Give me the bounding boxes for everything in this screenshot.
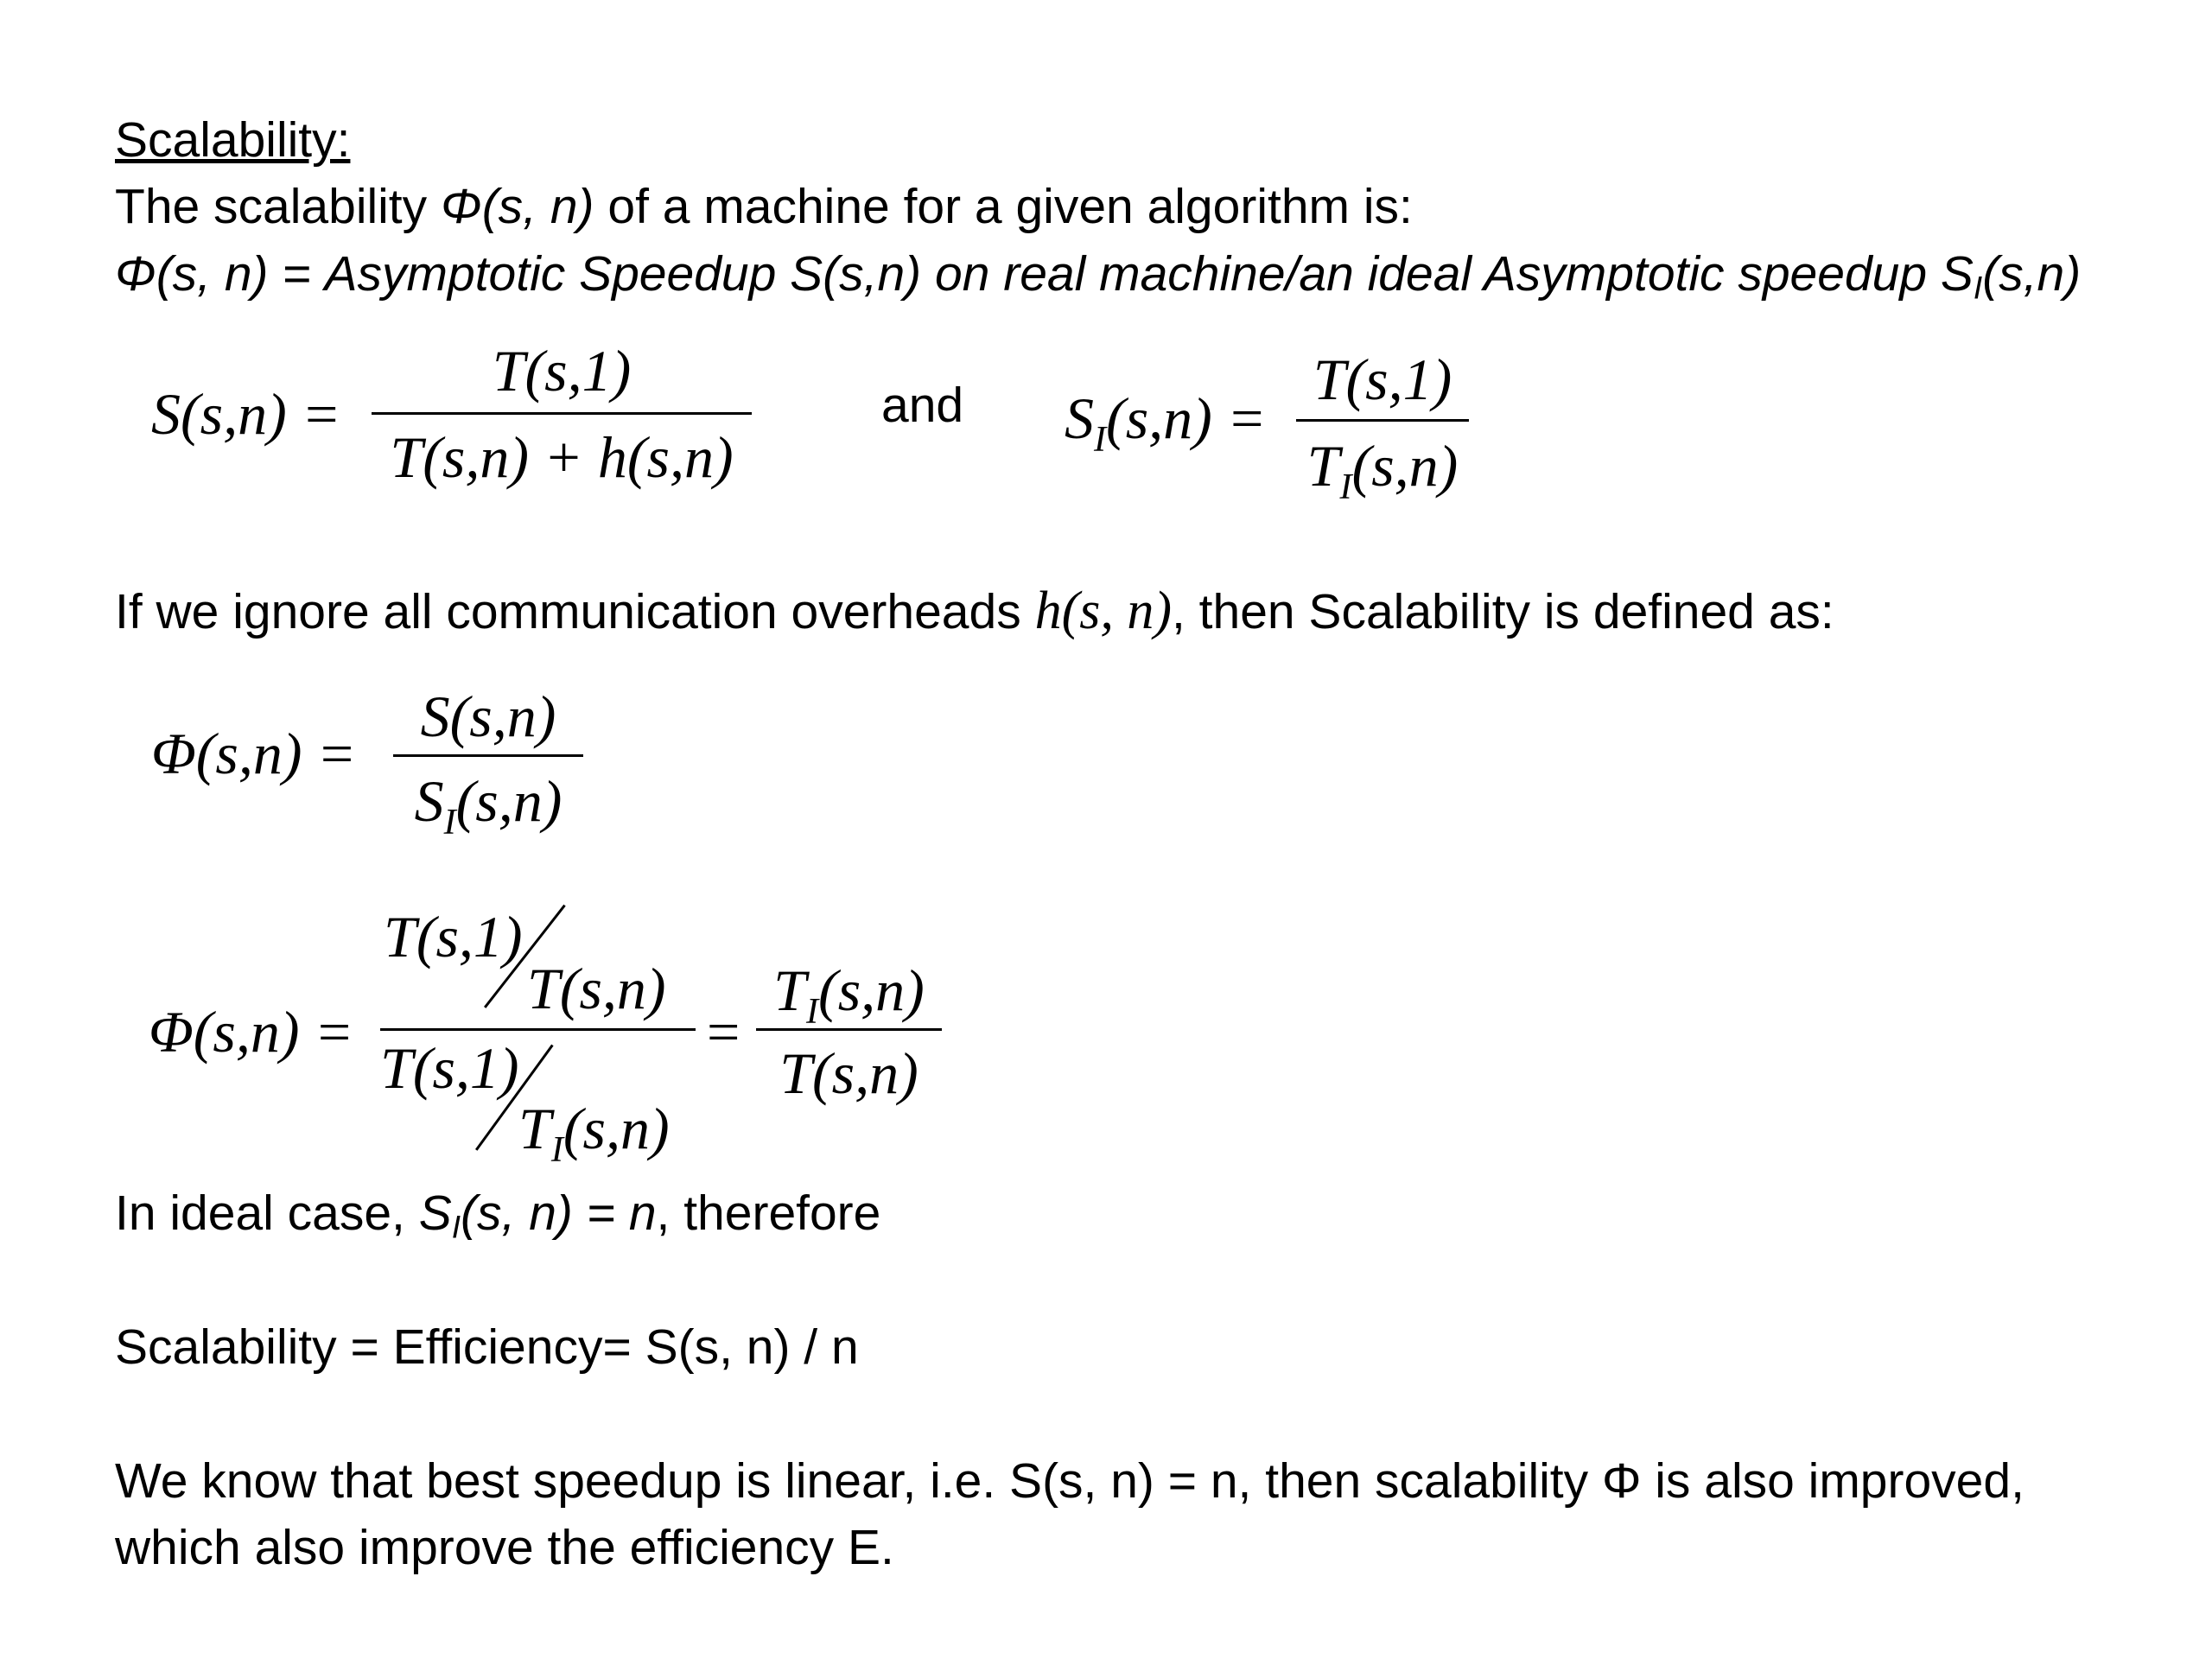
definition-tail: (s,n) xyxy=(1982,246,2082,302)
bottom-denominator: $T_I(s,n)$ xyxy=(518,1096,670,1170)
efficiency-line: Scalability = Efficiency= S(s, n) / n xyxy=(115,1319,859,1375)
compound-equation-lhs: Φ(s,n) = xyxy=(149,999,354,1065)
scalability-numerator: S(s,n) xyxy=(420,683,556,749)
definition-line xyxy=(115,245,2082,306)
ideal-numerator: T(s,1) xyxy=(1313,346,1452,412)
speedup-numerator: T(s,1) xyxy=(492,338,632,404)
equals-sign: = xyxy=(707,999,741,1065)
conclusion-line-2: which also improve the efficiency E. xyxy=(115,1520,894,1575)
result-fraction xyxy=(756,957,942,1108)
main-fraction-bar xyxy=(380,1028,696,1031)
bottom-numerator: T(s,1) xyxy=(380,1035,519,1101)
ideal-speedup-lhs: $S_I(s,n)$ = xyxy=(1065,385,1267,460)
top-denominator: T(s,n) xyxy=(527,956,666,1021)
result-denominator: T(s,n) xyxy=(779,1040,918,1106)
definition-subscript: I xyxy=(1973,269,1983,306)
fraction-bar xyxy=(372,412,752,415)
scalability-denominator: $S_I(s,n)$ xyxy=(414,768,563,842)
scalability-fraction xyxy=(393,683,583,842)
definition-text: Φ(s, n) = Asymptotic Speedup S(s,n) on real machine/an ideal Asymptotic speedup S xyxy=(115,246,1974,302)
intro-line xyxy=(115,177,1413,236)
page-title: Scalability: xyxy=(115,112,351,168)
intro-text: The scalability xyxy=(115,179,441,234)
phi-symbol: Φ(s, n) xyxy=(441,179,594,234)
fraction-bar xyxy=(1296,419,1469,422)
compound-fraction xyxy=(380,904,700,1170)
speedup-fraction xyxy=(372,338,752,490)
overhead-symbol: h(s, n) xyxy=(1034,582,1172,640)
conclusion-line-1: We know that best speedup is linear, i.e. S(s, n) = n, then scalability Φ is also improved, xyxy=(115,1453,2024,1509)
scalability-equation-lhs: Φ(s,n) = xyxy=(151,721,357,786)
speedup-denominator: T(s,n) + h(s,n) xyxy=(390,424,734,490)
ideal-denominator: $T_I(s,n)$ xyxy=(1306,433,1459,507)
fraction-bar xyxy=(756,1028,942,1031)
ideal-case-line: In ideal case, $S_I(s$, n) = n, therefore xyxy=(115,1185,881,1245)
and-word: and xyxy=(881,378,964,433)
ideal-speedup-fraction xyxy=(1296,346,1469,507)
top-numerator: T(s,1) xyxy=(384,904,523,969)
speedup-equation-lhs: S(s,n) = xyxy=(151,381,341,447)
ignore-overheads-line: If we ignore all communication overheads h(s, n), then Scalability is defined as: xyxy=(115,582,1834,640)
fraction-bar xyxy=(393,754,583,757)
intro-text-end: of a machine for a given algorithm is: xyxy=(594,179,1413,234)
result-numerator: $T_I(s,n)$ xyxy=(773,957,925,1032)
